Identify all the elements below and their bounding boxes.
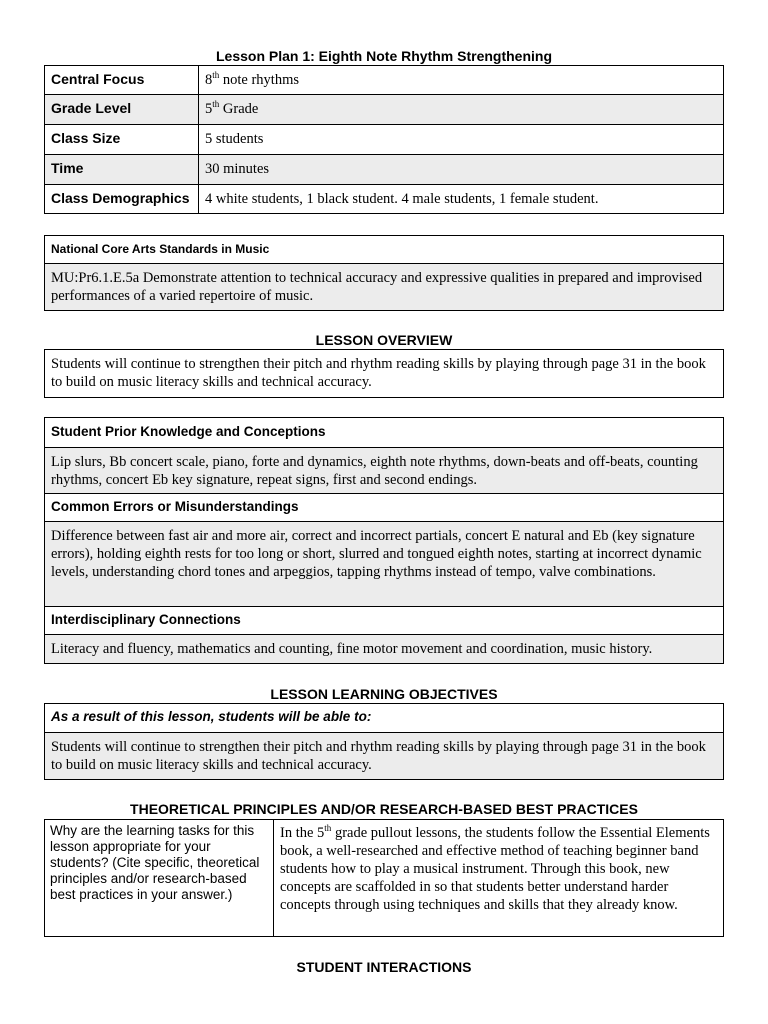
principles-question: Why are the learning tasks for this lesson appropriate for your students? (Cite specific, theoretical principles and/or research-based best practices in your answer.) <box>45 820 274 937</box>
time-label: Time <box>45 155 199 185</box>
learning-objectives-table <box>44 703 724 780</box>
class-demographics-label: Class Demographics <box>45 185 199 214</box>
common-errors-header: Common Errors or Misunderstandings <box>45 494 724 522</box>
central-focus-value: 8th note rhythms <box>199 66 724 95</box>
grade-level-value: 5th Grade <box>199 95 724 125</box>
standards-header: National Core Arts Standards in Music <box>45 236 724 264</box>
standards-table <box>44 235 724 311</box>
principles-heading: THEORETICAL PRINCIPLES AND/OR RESEARCH-BASED BEST PRACTICES <box>130 801 638 817</box>
class-size-value: 5 students <box>199 125 724 155</box>
page-title: Lesson Plan 1: Eighth Note Rhythm Strengthening <box>215 48 552 64</box>
lesson-overview-table <box>44 349 724 398</box>
interdisciplinary-body: Literacy and fluency, mathematics and counting, fine motor movement and coordination, music history. <box>45 635 724 664</box>
standards-body: MU:Pr6.1.E.5a Demonstrate attention to technical accuracy and expressive qualities in prepared and improvised performances of a varied repertoire of music. <box>45 264 724 311</box>
student-interactions-heading: STUDENT INTERACTIONS <box>296 959 472 975</box>
class-size-label: Class Size <box>45 125 199 155</box>
table-row <box>45 66 724 95</box>
prior-knowledge-header: Student Prior Knowledge and Conceptions <box>45 418 724 448</box>
interdisciplinary-header: Interdisciplinary Connections <box>45 607 724 635</box>
time-value: 30 minutes <box>199 155 724 185</box>
table-row <box>45 185 724 214</box>
central-focus-label: Central Focus <box>45 66 199 95</box>
prior-knowledge-body: Lip slurs, Bb concert scale, piano, forte and dynamics, eighth note rhythms, down-beats and off-beats, counting rhythms, concert Eb key signature, repeat signs, first and second endings. <box>45 448 724 494</box>
lesson-info-table <box>44 65 724 214</box>
common-errors-body: Difference between fast air and more air, correct and incorrect partials, concert E natural and Eb (key signature errors), holding eighth rests for too long or short, slurred and tongued eighth notes, starting at incorrect dynamic levels, understanding chord tones and arpeggios, tapping rhythms instead of tempo, valve combinations. <box>45 522 724 607</box>
principles-table <box>44 819 724 937</box>
lesson-overview-body: Students will continue to strengthen their pitch and rhythm reading skills by playing through page 31 in the book to build on music literacy skills and technical accuracy. <box>45 350 724 398</box>
prior-knowledge-table <box>44 417 724 664</box>
grade-level-label: Grade Level <box>45 95 199 125</box>
table-row <box>45 95 724 125</box>
class-demographics-value: 4 white students, 1 black student. 4 male students, 1 female student. <box>199 185 724 214</box>
principles-answer: In the 5th grade pullout lessons, the students follow the Essential Elements book, a well-researched and effective method of teaching beginner band students how to play a musical instrument. Through this book, new concepts are scaffolded in so that students better understand harder concepts through using techniques and skills that they already know. <box>274 820 724 937</box>
table-row <box>45 155 724 185</box>
table-row <box>45 125 724 155</box>
objectives-body: Students will continue to strengthen their pitch and rhythm reading skills by playing through page 31 in the book to build on music literacy skills and technical accuracy. <box>45 733 724 780</box>
learning-objectives-heading: LESSON LEARNING OBJECTIVES <box>270 686 498 702</box>
lesson-overview-heading: LESSON OVERVIEW <box>315 332 453 348</box>
objectives-header: As a result of this lesson, students will be able to: <box>45 704 724 733</box>
